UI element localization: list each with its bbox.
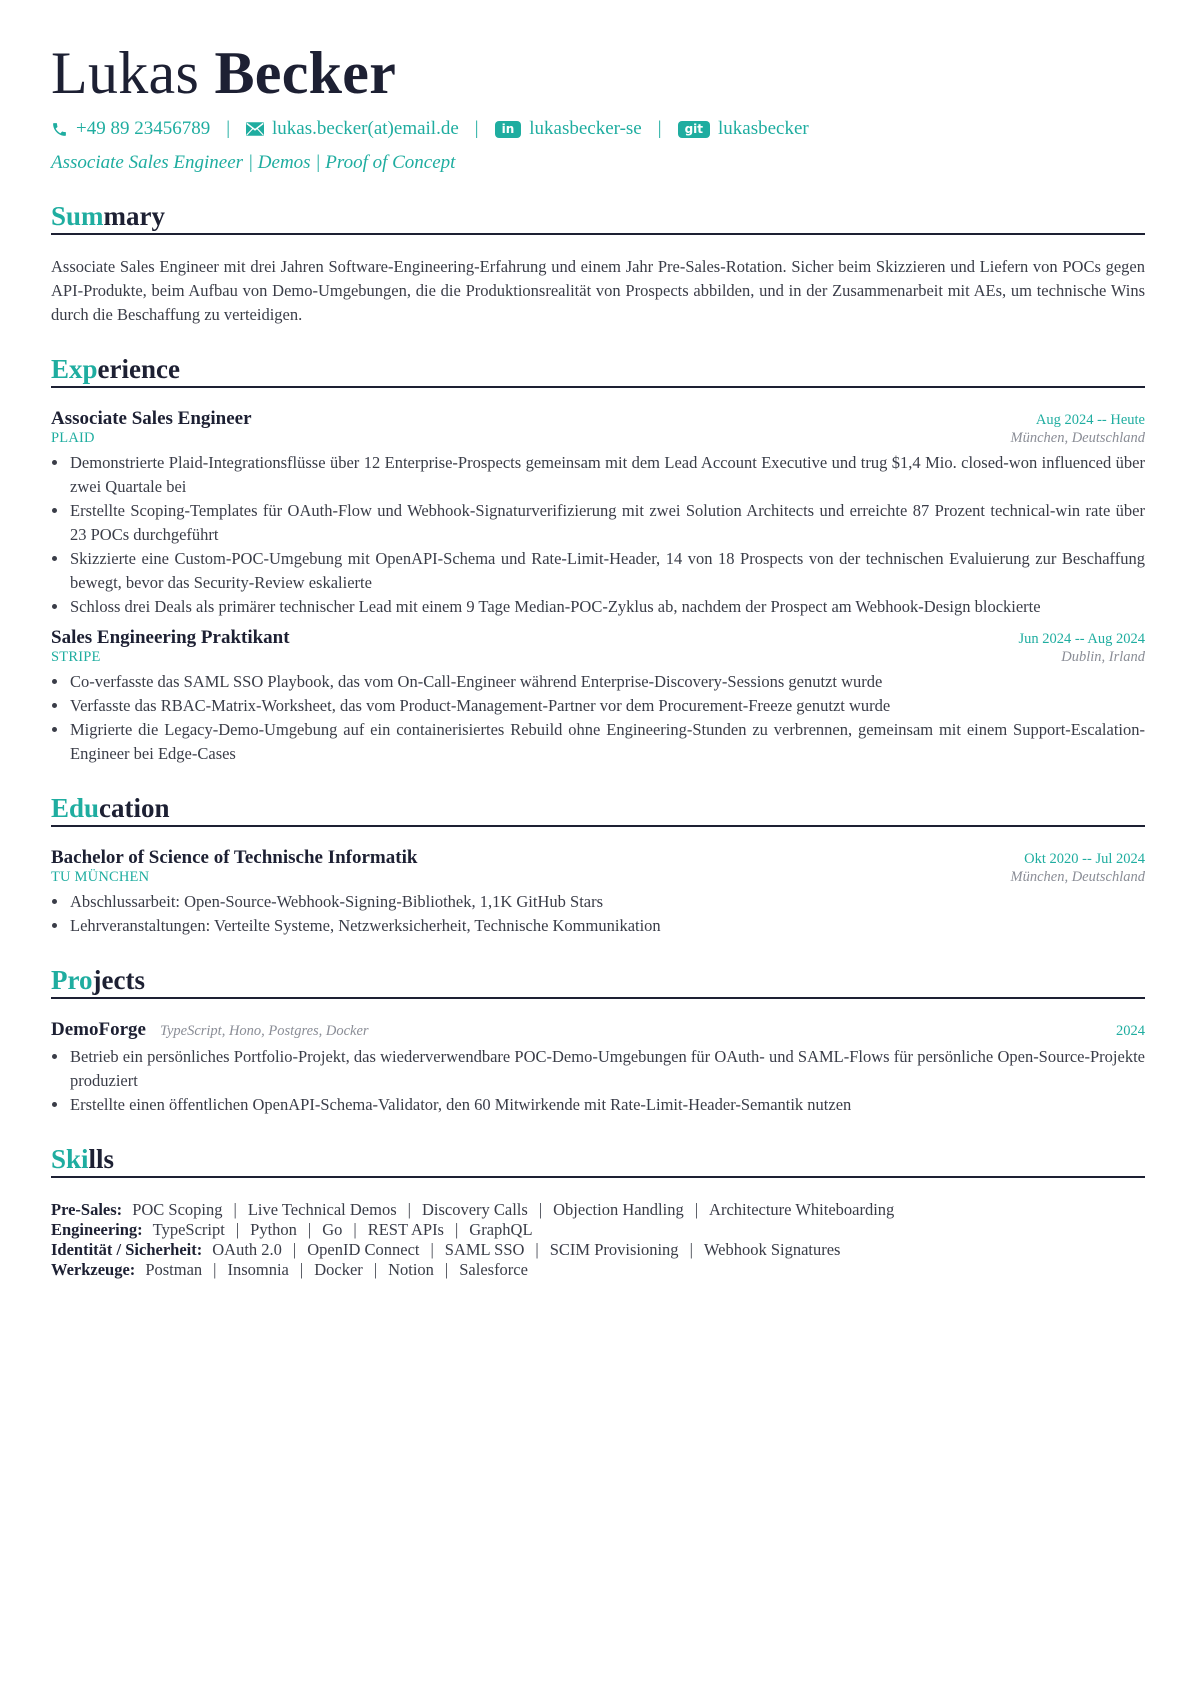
skill-item: Architecture Whiteboarding (709, 1200, 895, 1219)
project-bullets (51, 1045, 1145, 1117)
skill-item: Salesforce (459, 1260, 528, 1279)
job-dates: Aug 2024 -- Heute (1035, 412, 1145, 428)
company-name: PLAID (51, 430, 95, 446)
phone-number: +49 89 23456789 (76, 118, 211, 139)
skill-separator: | (430, 1240, 434, 1259)
job-location: München, Deutschland (1010, 430, 1145, 446)
skill-row (51, 1240, 1145, 1260)
skill-separator: | (235, 1220, 240, 1239)
skill-item: REST APIs (367, 1220, 444, 1239)
skill-item: Postman (145, 1260, 203, 1279)
skill-row (51, 1220, 1145, 1240)
skill-item: SCIM Provisioning (549, 1240, 679, 1259)
email-address: lukas.becker(at)email.de (272, 118, 459, 139)
skill-category-label: Engineering: (51, 1220, 143, 1239)
education-dates: Okt 2020 -- Jul 2024 (1024, 851, 1145, 867)
list-item: • Co-verfasste das SAML SSO Playbook, das vom On-Call-Engineer während Enterprise-Discovery-Sessions genutzt wurde (69, 670, 1145, 694)
contact-separator: | (226, 118, 231, 139)
skill-item: Python (250, 1220, 297, 1239)
degree-title: Bachelor of Science of Technische Informatik (51, 847, 418, 868)
skill-separator: | (307, 1220, 312, 1239)
experience-section (51, 353, 1145, 766)
linkedin-icon: in (495, 121, 522, 138)
skill-separator: | (373, 1260, 378, 1279)
contact-github[interactable] (678, 116, 809, 142)
skill-item: TypeScript (152, 1220, 225, 1239)
skill-separator: | (213, 1260, 217, 1279)
education-bullets (51, 890, 1145, 938)
last-name: Becker (214, 40, 397, 106)
section-heading: Projects (51, 964, 1145, 999)
skill-separator: | (538, 1200, 543, 1219)
skill-item: GraphQL (469, 1220, 533, 1239)
skill-item: SAML SSO (444, 1240, 525, 1259)
list-item: • Erstellte Scoping-Templates für OAuth-Flow und Webhook-Signaturverifizierung mit zwei Solution Architects und erreichte 87 Prozent technical-win rate über 23 POCs durchgeführt (69, 499, 1145, 547)
contact-email[interactable] (246, 116, 459, 142)
summary-section (51, 200, 1145, 327)
school-location: München, Deutschland (1010, 869, 1145, 885)
job-title: Sales Engineering Praktikant (51, 627, 290, 648)
project-tech: TypeScript, Hono, Postgres, Docker (159, 1023, 369, 1039)
skill-item: OpenID Connect (307, 1240, 420, 1259)
skills-list (51, 1200, 1145, 1280)
skill-item: Insomnia (227, 1260, 289, 1279)
list-item: • Schloss drei Deals als primärer technischer Lead mit einem 9 Tage Median-POC-Zyklus ab, nachdem der Prospect am Webhook-Design blockierte (69, 595, 1145, 619)
phone-icon (51, 121, 68, 138)
summary-text: Associate Sales Engineer mit drei Jahren Software-Engineering-Erfahrung und einem Jahr Pre-Sales-Rotation. Sicher beim Skizzieren und Liefern von POCs gegen API-Produkte, beim Aufbau von Demo-Umgebungen, die die Produktionsrealität von Prospects abbilden, und in der Zusammenarbeit mit AEs, um technische Wins durch die Beschaffung zu verteidigen. (51, 257, 1145, 324)
job-bullets (51, 451, 1145, 619)
list-item: • Lehrveranstaltungen: Verteilte Systeme, Netzwerksicherheit, Technische Kommunikation (69, 914, 1145, 938)
skill-category-label: Identität / Sicherheit: (51, 1240, 203, 1259)
first-name: Lukas (51, 40, 200, 106)
skill-separator: | (292, 1240, 297, 1259)
envelope-icon (246, 122, 264, 136)
section-heading: Skills (51, 1143, 1145, 1178)
education-entry (51, 847, 1145, 938)
skill-separator: | (535, 1240, 539, 1259)
project-dates: 2024 (1116, 1023, 1145, 1039)
section-heading: Summary (51, 200, 1145, 235)
project-entry (51, 1019, 1145, 1117)
git-icon: git (678, 121, 710, 138)
skill-separator: | (444, 1260, 449, 1279)
experience-entry (51, 627, 1145, 766)
projects-section (51, 964, 1145, 1117)
contact-phone[interactable] (51, 116, 210, 142)
education-section (51, 792, 1145, 938)
skill-separator: | (353, 1220, 357, 1239)
skill-item: Docker (314, 1260, 363, 1279)
skill-item: Discovery Calls (421, 1200, 528, 1219)
skill-row (51, 1200, 1145, 1220)
tagline: Associate Sales Engineer | Demos | Proof of Concept (51, 152, 456, 173)
candidate-name (51, 38, 1145, 108)
skill-separator: | (694, 1200, 699, 1219)
skill-item: Notion (388, 1260, 434, 1279)
list-item: • Demonstrierte Plaid-Integrationsflüsse über 12 Enterprise-Prospects gemeinsam mit dem Lead Account Executive und trug $1,4 Mio. closed-won influenced über zwei Quartale bei (69, 451, 1145, 499)
skill-separator: | (299, 1260, 304, 1279)
skill-separator: | (407, 1200, 411, 1219)
school-name: TU MÜNCHEN (51, 869, 150, 885)
skill-item: Go (322, 1220, 343, 1239)
list-item: • Abschlussarbeit: Open-Source-Webhook-Signing-Bibliothek, 1,1K GitHub Stars (69, 890, 1145, 914)
skill-item: Webhook Signatures (703, 1240, 841, 1259)
list-item: • Migrierte die Legacy-Demo-Umgebung auf ein containerisiertes Rebuild ohne Engineering-Stunden zu verbrennen, gemeinsam mit einem Support-Escalation-Engineer bei Edge-Cases (69, 718, 1145, 766)
contact-separator: | (657, 118, 662, 139)
section-heading: Experience (51, 353, 1145, 388)
contact-linkedin[interactable] (495, 116, 642, 142)
skill-item: POC Scoping (132, 1200, 223, 1219)
skill-category-label: Pre-Sales: (51, 1200, 123, 1219)
skill-separator: | (689, 1240, 693, 1259)
skill-item: OAuth 2.0 (212, 1240, 282, 1259)
job-title: Associate Sales Engineer (51, 408, 252, 429)
github-handle: lukasbecker (718, 118, 809, 139)
skill-item: Objection Handling (553, 1200, 684, 1219)
job-location: Dublin, Irland (1061, 649, 1145, 665)
skill-item: Live Technical Demos (247, 1200, 397, 1219)
contact-bar (51, 116, 1145, 142)
list-item: • Betrieb ein persönliches Portfolio-Projekt, das wiederverwendbare POC-Demo-Umgebungen für OAuth- und SAML-Flows für persönliche Open-Source-Projekte produziert (69, 1045, 1145, 1093)
skill-category-label: Werkzeuge: (51, 1260, 136, 1279)
skill-row (51, 1260, 1145, 1280)
company-name: STRIPE (51, 649, 101, 665)
experience-entry (51, 408, 1145, 619)
list-item: • Verfasste das RBAC-Matrix-Worksheet, das vom Product-Management-Partner vor dem Procurement-Freeze genutzt wurde (69, 694, 1145, 718)
skill-separator: | (454, 1220, 459, 1239)
skills-section (51, 1143, 1145, 1280)
job-dates: Jun 2024 -- Aug 2024 (1018, 631, 1145, 647)
list-item: • Erstellte einen öffentlichen OpenAPI-Schema-Validator, den 60 Mitwirkende mit Rate-Limit-Header-Semantik nutzen (69, 1093, 1145, 1117)
job-bullets (51, 670, 1145, 766)
section-heading: Education (51, 792, 1145, 827)
list-item: • Skizzierte eine Custom-POC-Umgebung mit OpenAPI-Schema und Rate-Limit-Header, 14 von 18 Prospects von der technischen Evaluierung zur Beschaffung bewegt, bevor das Security-Review eskalierte (69, 547, 1145, 595)
skill-separator: | (233, 1200, 237, 1219)
project-title: DemoForge (51, 1019, 146, 1040)
linkedin-handle: lukasbecker-se (529, 118, 642, 139)
contact-separator: | (474, 118, 479, 139)
